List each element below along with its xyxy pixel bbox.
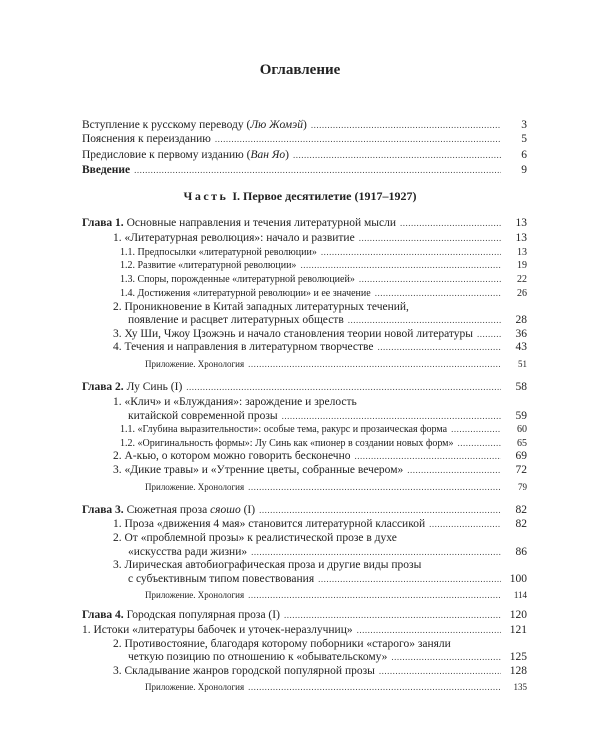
page-number: 43 [515,341,527,353]
toc-entry[interactable] [145,680,527,694]
entry-text: Пояснения к переизданию [82,133,211,145]
entry-text: Приложение. Хронология [145,682,245,692]
entry-bold-label: Глава 2. [82,381,124,393]
toc-entry[interactable] [128,313,527,327]
dot-leader [300,258,501,272]
page-number: 86 [515,546,527,558]
entry-text: 2. Противостояние, благодаря которому поборники «старого» заняли [113,638,451,650]
entry-text: 4. Течения и направления в литературном творчестве [113,341,374,353]
toc-entry-label [128,650,387,664]
toc-entry-label [120,423,447,437]
page-number: 13 [517,247,527,258]
entry-bold-label: Введение [82,164,131,176]
entry-text: Сюжетная проза [123,504,211,516]
entry-text: 3. «Дикие травы» и «Утренние цветы, собранные вечером» [113,464,404,476]
page-number: 51 [518,359,527,369]
entry-text-continued: появление и расцвет литературных обществ [128,314,344,326]
toc-entry[interactable] [113,340,527,354]
toc-entry-label [145,357,244,371]
toc-entry-label [82,148,289,162]
toc-entry[interactable] [113,463,527,477]
page-number: 65 [517,438,527,449]
page-number: 82 [515,518,527,530]
toc-entry[interactable] [145,480,527,494]
page-number: 125 [509,651,527,663]
entry-text: Приложение. Хронология [145,590,245,600]
toc-entry-label [128,545,247,559]
toc-entry[interactable] [113,531,397,545]
entry-text: 3. Складывание жанров городской популярной прозы [113,665,375,677]
dot-leader [451,422,501,436]
toc-entry[interactable] [82,216,527,230]
entry-italic: Ван Яо [250,149,286,161]
toc-entry[interactable] [128,545,527,559]
entry-text: Вступление к русскому переводу ( [82,119,251,131]
toc-entry[interactable] [128,650,527,664]
dot-leader [357,623,501,637]
toc-entry[interactable] [113,231,527,245]
entry-bold-label: Глава 4. [82,609,124,621]
dot-leader [248,588,501,602]
page-number: 58 [515,381,527,393]
toc-entry[interactable] [120,286,527,301]
entry-text-continued: с субъективным типом повествования [128,573,315,585]
dot-leader [318,572,501,586]
entry-text: Основные направления и течения литературной мысли [123,217,396,229]
toc-entry-label [82,163,130,177]
dot-leader [293,148,501,162]
entry-text-after: ) [302,119,307,131]
toc-entry-label [120,259,296,273]
dot-leader [400,216,501,230]
dot-leader [377,340,501,354]
page-number: 120 [509,609,527,621]
entry-text: Предисловие к первому изданию ( [82,149,251,161]
toc-entry-label [82,118,307,132]
entry-italic: сяошо [210,504,241,516]
toc-entry[interactable] [113,327,527,341]
entry-text-after: ) [285,149,289,161]
toc-entry[interactable] [145,588,527,602]
page-number: 128 [509,665,527,677]
toc-entry[interactable] [145,357,527,371]
page-number: 60 [517,424,527,435]
toc-entry-label [113,558,421,572]
toc-entry-label [82,608,280,622]
toc-entry[interactable] [113,300,409,314]
entry-text: Приложение. Хронология [145,359,245,369]
dot-leader [311,118,501,132]
dot-leader [375,286,501,300]
toc-entry-label [120,273,355,287]
page-number: 3 [521,119,527,131]
toc-entry-label [113,463,403,477]
entry-text: 2. Проникновение в Китай западных литературных течений, [113,301,409,313]
part-prefix: Часть [183,189,229,203]
dot-leader [359,272,501,286]
toc-entry[interactable] [128,572,527,586]
toc-entry-label [82,503,255,517]
dot-leader [259,503,501,517]
entry-text: 1.2. Развитие «литературной революции» [120,260,297,271]
toc-entry[interactable] [82,148,527,162]
entry-text: 2. А-кью, о котором можно говорить бесконечно [113,450,351,462]
entry-bold-label: Глава 1. [82,217,124,229]
toc-entry-label [113,231,355,245]
toc-entry-label [113,395,357,409]
page-number: 26 [517,288,527,299]
dot-leader [477,327,501,341]
part-heading [0,189,600,204]
entry-text-continued: четкую позицию по отношению к «обывательскому» [128,651,388,663]
toc-entry-label [113,531,397,545]
toc-entry-label [128,313,344,327]
dot-leader [215,132,501,146]
entry-text: Городская популярная проза (I) [123,609,280,621]
entry-text: 1.2. «Оригинальность формы»: Лу Синь как «пионер в создании новых форм» [120,438,454,449]
dot-leader [282,409,501,423]
toc-entry-label [82,132,211,146]
page-number: 36 [515,328,527,340]
dot-leader [407,463,501,477]
dot-leader [348,313,501,327]
dot-leader [186,380,501,394]
page-number: 13 [515,217,527,229]
toc-entry-label [82,380,182,394]
toc-entry[interactable] [113,395,357,409]
toc-entry-label [145,588,244,602]
entry-text: 1. Проза «движения 4 мая» становится литературной классикой [113,518,426,530]
entry-text-continued: «искусства ради жизни» [128,546,248,558]
page-number: 69 [515,450,527,462]
dot-leader [251,545,501,559]
toc-entry-label [145,680,244,694]
toc-entry-label [128,409,278,423]
entry-text: 3. Лирическая автобиографическая проза и другие виды прозы [113,559,422,571]
dot-leader [248,357,501,371]
page-number: 6 [521,149,527,161]
dot-leader [321,245,501,259]
page-number: 82 [515,504,527,516]
toc-entry[interactable] [113,664,527,678]
entry-text-continued: китайской современной прозы [128,410,278,422]
toc-entry-label [113,637,451,651]
dot-leader [134,163,501,177]
page-number: 13 [515,232,527,244]
entry-text: 1.4. Достижения «литературной революции» и ее значение [120,288,371,299]
dot-leader [391,650,501,664]
toc-entry[interactable] [128,409,527,423]
page-number: 59 [515,410,527,422]
dot-leader [379,664,501,678]
entry-text: 1. «Литературная революция»: начало и развитие [113,232,355,244]
toc-entry-label [120,287,371,301]
toc-entry-label [113,517,425,531]
dot-leader [284,608,501,622]
page-number: 22 [517,274,527,285]
dot-leader [359,231,501,245]
entry-text: 1. Истоки «литературы бабочек и уточек-неразлучниц» [82,624,353,636]
part-title: I. Первое десятилетие (1917–1927) [232,189,417,203]
toc-entry[interactable] [113,517,527,531]
page-number: 19 [517,260,527,271]
dot-leader [355,449,502,463]
toc-entry-label [113,327,473,341]
toc-entry-label [128,572,314,586]
entry-text: Приложение. Хронология [145,482,245,492]
toc-entry[interactable] [82,118,527,132]
page-number: 28 [515,314,527,326]
page-number: 121 [509,624,527,636]
dot-leader [429,517,501,531]
toc-entry[interactable] [113,449,527,463]
page-number: 135 [513,682,527,692]
entry-text: 3. Ху Ши, Чжоу Цзожэнь и начало становления теории новой литературы [113,328,473,340]
toc-entry[interactable] [82,608,527,622]
toc-entry[interactable] [113,558,421,572]
page-number: 114 [513,590,527,600]
toc-entry-label [113,664,375,678]
page-number: 79 [518,482,527,492]
entry-bold-label: Глава 3. [82,504,124,516]
dot-leader [248,680,501,694]
toc-entry[interactable] [120,422,527,437]
toc-entry[interactable] [120,272,527,287]
page-number: 5 [521,133,527,145]
entry-text: 2. От «проблемной прозы» к реалистической прозе в духе [113,532,397,544]
toc-entry-label [145,480,244,494]
entry-text: 1.1. Предпосылки «литературной революции» [120,247,317,258]
toc-entry[interactable] [82,163,527,177]
toc-entry[interactable] [120,258,527,273]
toc-entry-label [82,623,353,637]
toc-entry[interactable] [82,132,527,146]
toc-entry-label [113,449,351,463]
dot-leader [248,480,501,494]
toc-entry[interactable] [82,623,527,637]
entry-text: Лу Синь (I) [123,381,183,393]
dot-leader [458,436,501,450]
page-number: 100 [509,573,527,585]
toc-entry[interactable] [82,503,527,517]
page-number: 9 [521,164,527,176]
entry-text-after: (I) [240,504,256,516]
toc-entry-label [113,340,373,354]
toc-entry-label [113,300,409,314]
page-number: 72 [515,464,527,476]
toc-entry[interactable] [113,637,451,651]
entry-text: 1.3. Споры, порожденные «литературной революцией» [120,274,355,285]
page-title: Оглавление [259,62,341,78]
toc-entry[interactable] [82,380,527,394]
entry-text: 1. «Клич» и «Блуждания»: зарождение и зрелость [113,396,357,408]
entry-text: 1.1. «Глубина выразительности»: особые тема, ракурс и прозаическая форма [120,424,448,435]
toc-entry-label [82,216,396,230]
entry-italic: Лю Жомэй [250,119,303,131]
